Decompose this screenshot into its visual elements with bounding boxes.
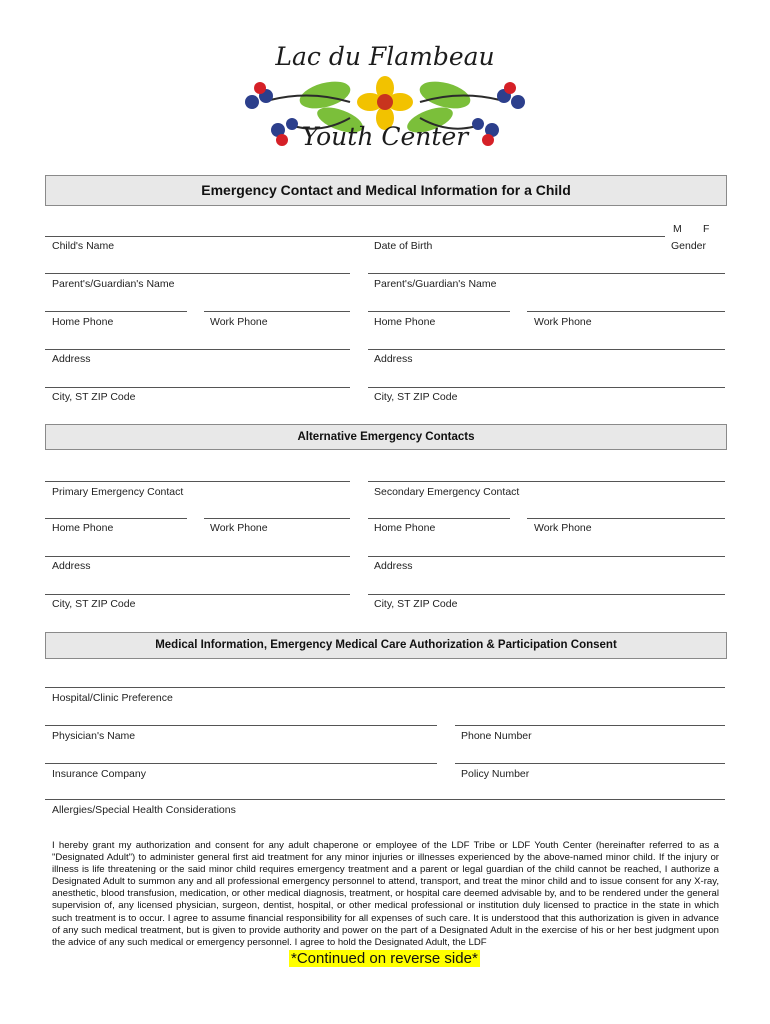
logo-title-bottom: Youth Center <box>301 122 469 151</box>
guardian1-city-line[interactable] <box>45 387 350 388</box>
secondary-work-phone-line[interactable] <box>527 518 725 519</box>
gender-f-option[interactable]: F <box>703 223 710 235</box>
primary-home-phone-line[interactable] <box>45 518 187 519</box>
guardian2-name-line[interactable] <box>368 273 725 274</box>
gender-m-option[interactable]: M <box>673 223 682 235</box>
primary-home-phone-label: Home Phone <box>52 522 114 534</box>
child-name-label: Child's Name <box>52 240 115 252</box>
secondary-city-label: City, ST ZIP Code <box>374 598 458 610</box>
continued-note: *Continued on reverse side* <box>291 950 478 967</box>
insurance-line[interactable] <box>45 763 437 764</box>
guardian1-home-phone-line[interactable] <box>45 311 187 312</box>
insurance-label: Insurance Company <box>52 768 146 780</box>
primary-work-phone-label: Work Phone <box>210 522 268 534</box>
primary-address-label: Address <box>52 560 91 572</box>
policy-number-line[interactable] <box>455 763 725 764</box>
guardian1-address-label: Address <box>52 353 91 365</box>
guardian2-city-label: City, ST ZIP Code <box>374 391 458 403</box>
guardian1-address-line[interactable] <box>45 349 350 350</box>
alt-contacts-heading: Alternative Emergency Contacts <box>45 424 727 450</box>
secondary-home-phone-line[interactable] <box>368 518 510 519</box>
secondary-contact-label: Secondary Emergency Contact <box>374 486 520 498</box>
primary-address-line[interactable] <box>45 556 350 557</box>
lac-du-flambeau-logo <box>230 40 540 165</box>
primary-contact-label: Primary Emergency Contact <box>52 486 184 498</box>
guardian1-name-line[interactable] <box>45 273 350 274</box>
allergies-label: Allergies/Special Health Considerations <box>52 804 236 816</box>
medical-heading: Medical Information, Emergency Medical Care Authorization & Participation Consent <box>45 632 727 659</box>
hospital-label: Hospital/Clinic Preference <box>52 692 173 704</box>
guardian2-work-phone-line[interactable] <box>527 311 725 312</box>
consent-paragraph: I hereby grant my authorization and consent for any adult chaperone or employee of the LDF Tribe or LDF Youth Center (hereinafter referred to as a "Designated Adult") to administer general first aid treatment for any minor injuries or illnesses experienced by the above-named minor child. If the injury or illness is life threatening or the said minor child requires emergency treatment and a parent or legal guardian of the child cannot be reached, I authorize a Designated Adult to summon any and all professional emergency personnel to attend, transport, and treat the minor child and to issue consent for any X-ray, anesthetic, blood transfusion, medication, or other medical diagnosis, treatment, or hospital care deemed advisable by, and to be rendered under the general supervision of, any licensed physician, surgeon, dentist, hospital, or other medical professional or institution duly licensed to practice in the state in which such treatment is to occur. I agree to assume financial responsibility for all expenses of such care. It is understood that this authorization is given in advance of any such medical treatment, but is given to provide authority and power on the part of a Designated Adult in the exercise of his or her best judgment upon the advice of any such medical or emergency personnel. I agree to hold the Designated Adult, the LDF <box>52 840 719 948</box>
guardian1-name-label: Parent's/Guardian's Name <box>52 278 175 290</box>
dob-label: Date of Birth <box>374 240 433 252</box>
policy-number-label: Policy Number <box>461 768 530 780</box>
secondary-contact-line[interactable] <box>368 481 725 482</box>
phone-number-line[interactable] <box>455 725 725 726</box>
guardian2-address-line[interactable] <box>368 349 725 350</box>
primary-city-label: City, ST ZIP Code <box>52 598 136 610</box>
primary-contact-line[interactable] <box>45 481 350 482</box>
primary-work-phone-line[interactable] <box>204 518 350 519</box>
form-title: Emergency Contact and Medical Information for a Child <box>45 175 727 206</box>
guardian1-home-phone-label: Home Phone <box>52 316 114 328</box>
guardian2-city-line[interactable] <box>368 387 725 388</box>
secondary-home-phone-label: Home Phone <box>374 522 436 534</box>
guardian1-work-phone-label: Work Phone <box>210 316 268 328</box>
gender-label: Gender <box>671 240 707 252</box>
primary-city-line[interactable] <box>45 594 350 595</box>
guardian1-city-label: City, ST ZIP Code <box>52 391 136 403</box>
physician-line[interactable] <box>45 725 437 726</box>
secondary-work-phone-label: Work Phone <box>534 522 592 534</box>
allergies-line[interactable] <box>45 799 725 800</box>
hospital-line[interactable] <box>45 687 725 688</box>
guardian1-work-phone-line[interactable] <box>204 311 350 312</box>
physician-label: Physician's Name <box>52 730 136 742</box>
phone-number-label: Phone Number <box>461 730 532 742</box>
guardian2-address-label: Address <box>374 353 413 365</box>
secondary-address-line[interactable] <box>368 556 725 557</box>
guardian2-name-label: Parent's/Guardian's Name <box>374 278 497 290</box>
guardian2-work-phone-label: Work Phone <box>534 316 592 328</box>
guardian2-home-phone-line[interactable] <box>368 311 510 312</box>
child-name-dob-line[interactable] <box>45 236 665 237</box>
secondary-address-label: Address <box>374 560 413 572</box>
secondary-city-line[interactable] <box>368 594 725 595</box>
guardian2-home-phone-label: Home Phone <box>374 316 436 328</box>
logo-title-top: Lac du Flambeau <box>275 42 495 71</box>
